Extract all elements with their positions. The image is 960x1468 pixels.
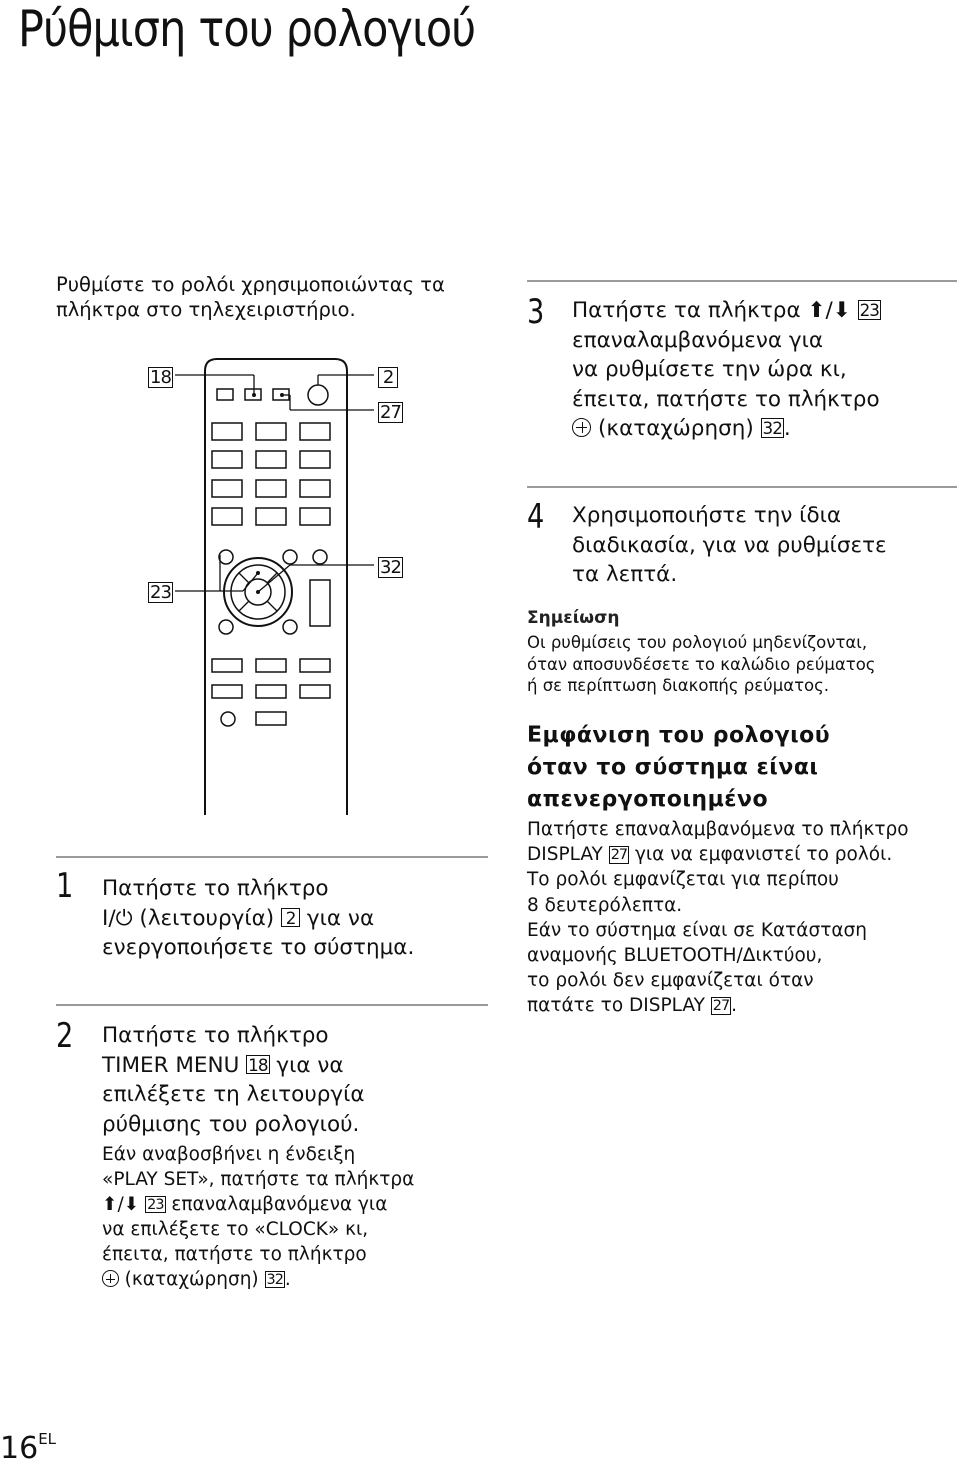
divider bbox=[527, 280, 957, 282]
callout-18: 18 bbox=[150, 367, 171, 388]
page-number: $16^{EL}$ bbox=[0, 1430, 57, 1466]
power-icon: I/⏻ bbox=[102, 905, 133, 931]
step-4-text: Χρησιμοποιήστε την ίδια διαδικασία, για να ρυθμίσετε τα λεπτά. bbox=[572, 503, 887, 587]
step-2-subtext: Εάν αναβοσβήνει η ένδειξη «PLAY SET», πατήστε τα πλήκτρα ⬆/⬇ 23 επαναλαμβανόμενα για να επιλέξετε το «CLOCK» κι, έπειτα, πατήστε το πλήκτρο (καταχώρηση) 32 . bbox=[102, 1144, 415, 1290]
step-1-text: Πατήστε το πλήκτρο I/⏻ (λειτουργία) 2 για να ενεργοποιήσετε το σύστημα. bbox=[102, 876, 415, 960]
callout-2: 2 bbox=[378, 367, 398, 388]
divider bbox=[527, 486, 957, 488]
divider bbox=[56, 856, 488, 858]
section-paragraph: Πατήστε επαναλαμβανόμενα το πλήκτρο DISPLAY 27 για να εμφανιστεί το ρολόι. Το ρολόι εμφανίζεται για περίπου 8 δευτερόλεπτα. Εάν το σύστημα είναι σε Κατάσταση αναμονής BLUETOOTH/Δικτύου, το ρολόι δεν εμφανίζεται όταν πατάτε το DISPLAY 27 . bbox=[527, 819, 909, 1017]
step-number: 1 bbox=[56, 866, 74, 906]
callout-27: 27 bbox=[380, 402, 401, 423]
up-down-arrows-icon: ⬆/⬇ bbox=[102, 1194, 140, 1215]
step-number: 4 bbox=[527, 497, 545, 537]
step-3-text: Πατήστε τα πλήκτρα ⬆/⬇ 23 επαναλαμβανόμενα για να ρυθμίσετε την ώρα κι, έπειτα, πατήστε το πλήκτρο (καταχώρηση) 32. bbox=[572, 298, 880, 441]
step-number: 2 bbox=[56, 1016, 74, 1056]
section-heading: Εμφάνιση του ρολογιού όταν το σύστημα είναι απενεργοποιημένο bbox=[527, 723, 831, 812]
step-number: 3 bbox=[527, 292, 545, 332]
note-heading: Σημείωση bbox=[527, 608, 620, 628]
remote-control-illustration bbox=[140, 355, 410, 815]
divider bbox=[56, 1004, 488, 1006]
up-down-arrows-icon: ⬆/⬇ bbox=[807, 298, 851, 323]
page-title: Ρύθμιση του ρολογιού bbox=[18, 0, 476, 58]
callout-23: 23 bbox=[150, 582, 171, 603]
step-2-text: Πατήστε το πλήκτρο TIMER MENU 18 για να επιλέξετε τη λειτουργία ρύθμισης του ρολογιού. bbox=[102, 1023, 365, 1137]
enter-icon bbox=[102, 1270, 119, 1287]
note-text: Οι ρυθμίσεις του ρολογιού μηδενίζονται, όταν αποσυνδέσετε το καλώδιο ρεύματος ή σε περίπτωση διακοπής ρεύματος. bbox=[527, 633, 876, 695]
enter-icon bbox=[572, 418, 591, 437]
callout-32: 32 bbox=[380, 557, 401, 578]
intro-text: Ρυθμίστε το ρολόι χρησιμοποιώντας τα πλήκτρα στο τηλεχειριστήριο. bbox=[56, 273, 445, 321]
